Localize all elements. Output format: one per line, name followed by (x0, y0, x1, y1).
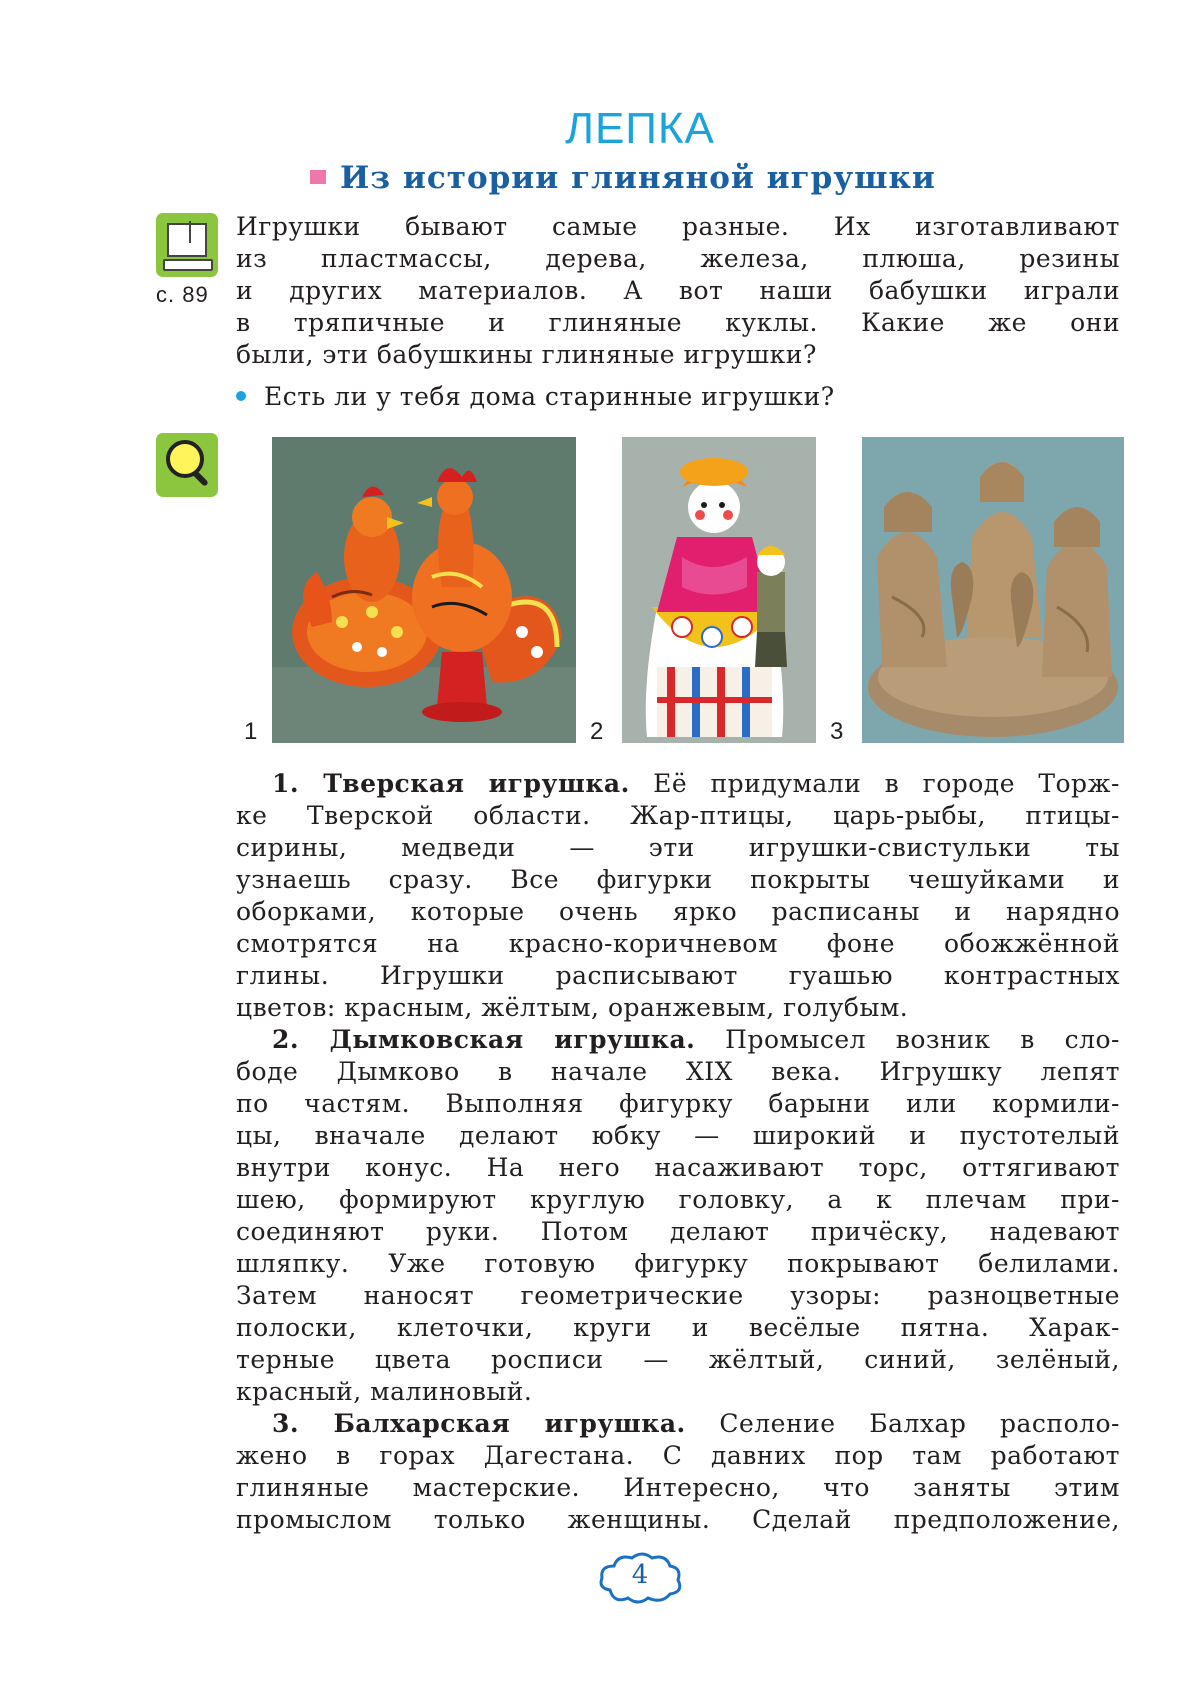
section-line: сирины, медведи — эти игрушки-свистульки ты (236, 833, 1120, 862)
computer-icon (156, 213, 218, 277)
section-line: внутри конус. На него насаживают торс, оттягивают (236, 1153, 1120, 1182)
section-heading: 1. Тверская игрушка. (272, 769, 630, 798)
section-line: 3. Балхарская игрушка. Селение Балхар располо- (272, 1409, 1120, 1438)
section-line: глиняные мастерские. Интересно, что заняты этим (236, 1473, 1120, 1502)
intro-line: были, эти бабушкины глиняные игрушки? (236, 340, 817, 369)
section-line: цы, вначале делают юбку — широкий и пустотелый (236, 1121, 1120, 1150)
page-number: 4 (631, 1560, 649, 1590)
page-title: ЛЕПКА (565, 104, 715, 153)
bullet-dot-icon (236, 391, 246, 401)
section-heading: 2. Дымковская игрушка. (272, 1025, 696, 1054)
square-bullet-icon (310, 170, 326, 184)
section-line: красный, малиновый. (236, 1377, 533, 1406)
section-line: 1. Тверская игрушка. Её придумали в городе Торж- (272, 769, 1121, 798)
intro-line: Игрушки бывают самые разные. Их изготавливают (236, 212, 1120, 241)
section-line: шляпку. Уже готовую фигурку покрывают белилами. (236, 1249, 1120, 1278)
section-line: Затем наносят геометрические узоры: разноцветные (236, 1281, 1120, 1310)
photo-tver-toy (272, 437, 576, 743)
section-line: жено в горах Дагестана. С давних пор там работают (236, 1441, 1120, 1470)
section-subtitle (310, 160, 936, 196)
subtitle-text: Из истории глиняной игрушки (340, 160, 936, 196)
question-item (236, 381, 1120, 413)
section-line: полоски, клеточки, круги и весёлые пятна. Харак- (236, 1313, 1120, 1342)
photo-label: 2 (590, 718, 604, 745)
body-text (236, 768, 1120, 1536)
section-dymkovo (236, 1024, 1120, 1408)
section-line: цветов: красным, жёлтым, оранжевым, голубым. (236, 993, 909, 1022)
photo-dymkovo-toy (622, 437, 816, 743)
section-heading: 3. Балхарская игрушка. (272, 1409, 686, 1438)
section-line: промыслом только женщины. Сделай предположение, (236, 1505, 1120, 1534)
intro-line: и других материалов. А вот наши бабушки играли (236, 276, 1120, 305)
section-line: ке Тверской области. Жар-птицы, царь-рыбы, птицы- (236, 801, 1120, 830)
section-line: по частям. Выполняя фигурку барыни или кормили- (236, 1089, 1120, 1118)
section-line: оборками, которые очень ярко расписаны и нарядно (236, 897, 1120, 926)
section-balkhar (236, 1408, 1120, 1536)
section-line: смотрятся на красно-коричневом фоне обожжённой (236, 929, 1120, 958)
photo-label: 1 (244, 718, 258, 745)
question-text: Есть ли у тебя дома старинные игрушки? (264, 382, 835, 411)
photo-balkhar-toy (862, 437, 1124, 743)
section-line: 2. Дымковская игрушка. Промысел возник в сло- (272, 1025, 1120, 1054)
section-line: узнаешь сразу. Все фигурки покрыты чешуйками и (236, 865, 1120, 894)
section-line: соединяют руки. Потом делают причёску, надевают (236, 1217, 1120, 1246)
section-line: боде Дымково в начале XIX века. Игрушку лепят (236, 1057, 1120, 1086)
search-icon (156, 433, 218, 497)
page-reference: с. 89 (156, 282, 209, 307)
section-line: терные цвета росписи — жёлтый, синий, зелёный, (236, 1345, 1120, 1374)
intro-paragraph (236, 211, 1120, 371)
section-line: шею, формируют круглую головку, а к плечам при- (236, 1185, 1120, 1214)
intro-line: из пластмассы, дерева, железа, плюша, резины (236, 244, 1120, 273)
section-tver (236, 768, 1120, 1024)
section-line: глины. Игрушки расписывают гуашью контрастных (236, 961, 1120, 990)
intro-line: в тряпичные и глиняные куклы. Какие же они (236, 308, 1120, 337)
photo-label: 3 (830, 718, 844, 745)
